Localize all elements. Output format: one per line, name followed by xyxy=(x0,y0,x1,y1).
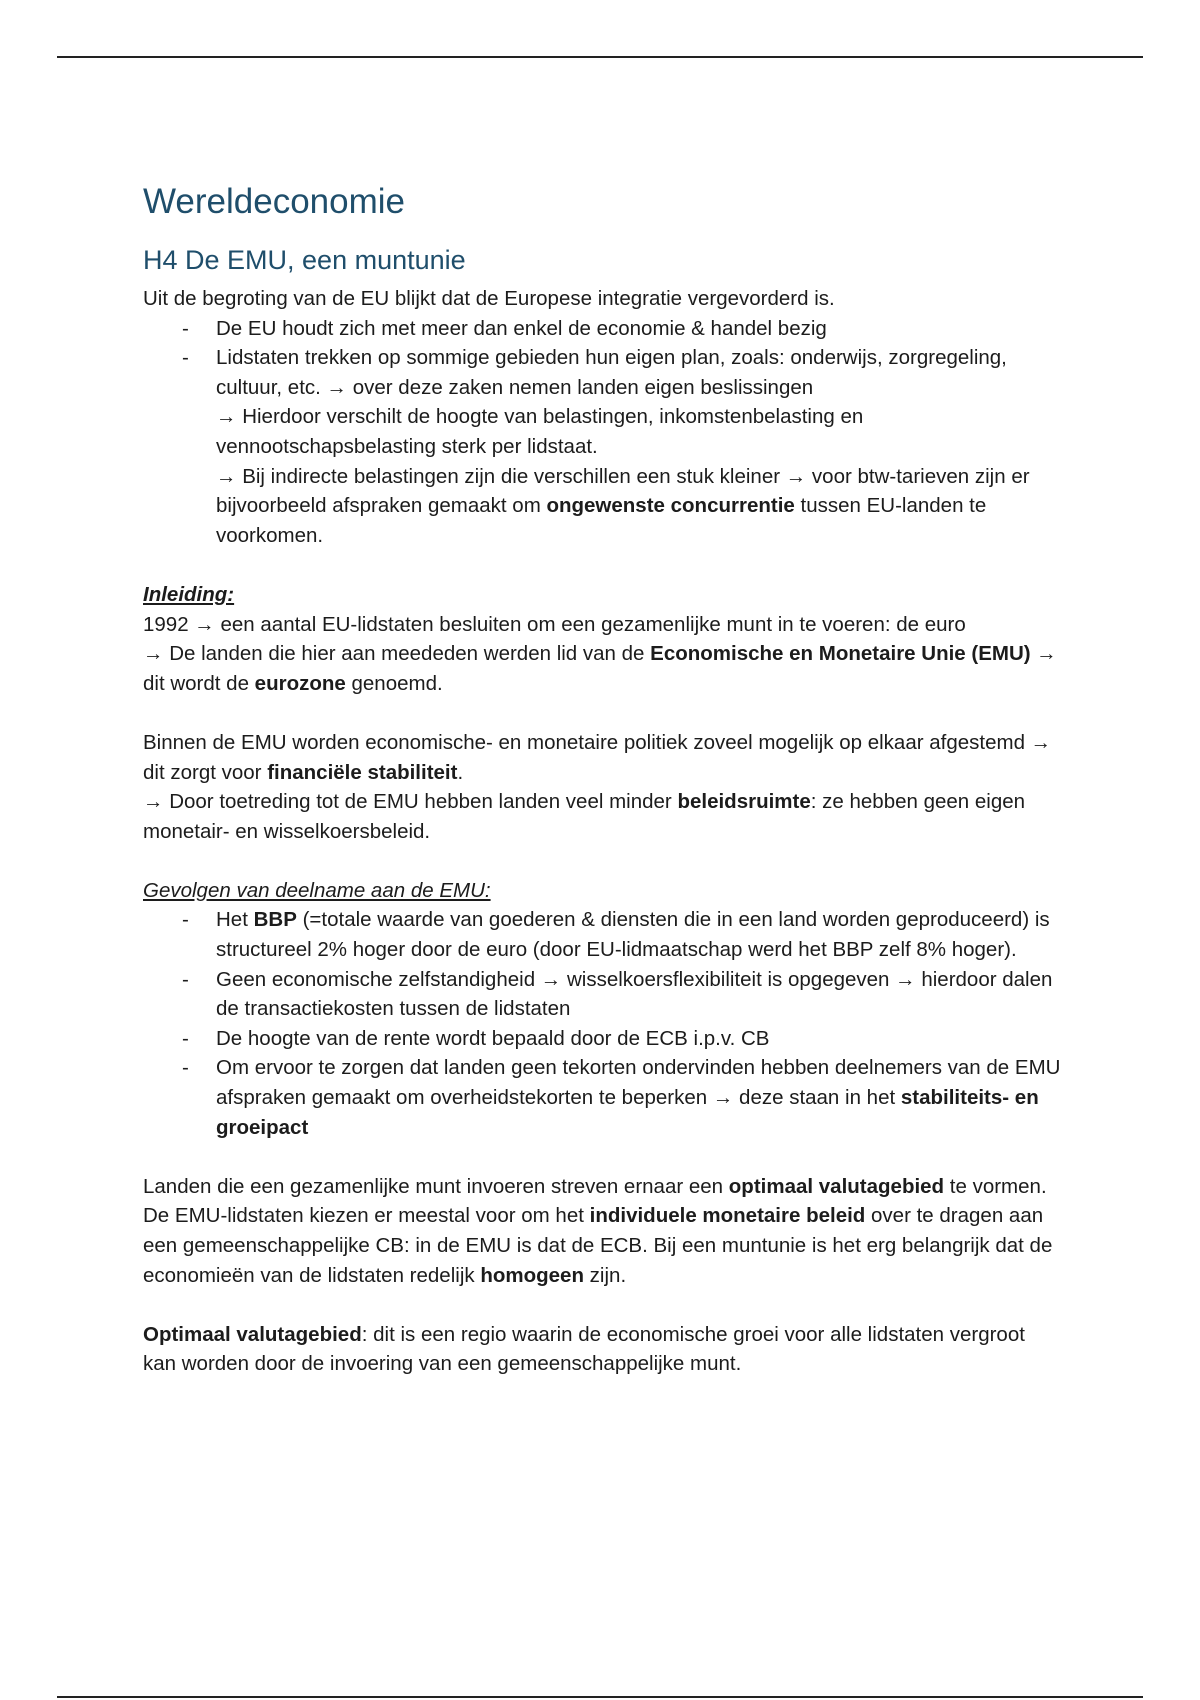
intro-paragraph: Uit de begroting van de EU blijkt dat de Europese integratie vergevorderd is. xyxy=(143,287,835,310)
definition-paragraph: Optimaal valutagebied: dit is een regio waarin de economische groei voor alle lidstaten vergroot kan worden door de invoering van een gemeenschappelijke munt. xyxy=(143,1322,1025,1376)
list-item: - Lidstaten trekken op sommige gebieden hun eigen plan, zoals: onderwijs, zorgregeling, cultuur, etc. → over deze zaken nemen landen eigen beslissingen → Hierdoor verschilt de hoogte van belastingen, inkomstenbelasting en vennootschapsbelasting sterk per lidstaat. → Bij indirecte belastingen zijn die verschillen een stuk kleiner → voor btw-tarieven zijn er bijvoorbeeld afspraken gemaakt om ongewenste concurrentie tussen EU-landen te voorkomen. xyxy=(216,343,1063,550)
list-item: - Geen economische zelfstandigheid → wisselkoersflexibiliteit is opgegeven → hierdoor dalen de transactiekosten tussen de lidstaten xyxy=(216,965,1063,1024)
chapter-heading: H4 De EMU, een muntunie xyxy=(143,245,466,275)
list-item: - De EU houdt zich met meer dan enkel de economie & handel bezig xyxy=(216,314,1063,344)
list-item: - De hoogte van de rente wordt bepaald door de ECB i.p.v. CB xyxy=(216,1024,1063,1054)
list-item: - Om ervoor te zorgen dat landen geen tekorten ondervinden hebben deelnemers van de EMU afspraken gemaakt om overheidstekorten te beperken → deze staan in het stabiliteits- en groeipact xyxy=(216,1053,1063,1142)
document-body xyxy=(143,176,1063,1379)
emu-paragraph: Binnen de EMU worden economische- en monetaire politiek zoveel mogelijk op elkaar afgestemd → dit zorgt voor financiële stabiliteit. xyxy=(143,730,1052,784)
valuta-paragraph: Landen die een gezamenlijke munt invoeren streven ernaar een optimaal valutagebied te vormen. De EMU-lidstaten kiezen er meestal voor om het individuele monetaire beleid over te dragen aan een gemeenschappelijke CB: in de EMU is dat de ECB. Bij een muntunie is het erg belangrijk dat de economieën van de lidstaten redelijk homogeen zijn. xyxy=(143,1174,1053,1287)
page-title: Wereldeconomie xyxy=(143,182,405,221)
top-rule xyxy=(57,56,1143,58)
bottom-rule xyxy=(57,1696,1143,1698)
inleiding-heading: Inleiding: xyxy=(143,582,235,606)
gevolgen-list xyxy=(143,905,1063,1142)
inleiding-line: → De landen die hier aan meededen werden lid van de Economische en Monetaire Unie (EMU) → dit wordt de eurozone genoemd. xyxy=(143,642,1057,695)
intro-list xyxy=(143,314,1063,551)
list-item: - Het BBP (=totale waarde van goederen & diensten die in een land worden geproduceerd) is structureel 2% hoger door de euro (door EU-lidmaatschap werd het BBP zelf 8% hoger). xyxy=(216,905,1063,964)
inleiding-line: 1992 → een aantal EU-lidstaten besluiten om een gezamenlijke munt in te voeren: de euro xyxy=(143,612,966,636)
gevolgen-heading: Gevolgen van deelname aan de EMU: xyxy=(143,878,491,902)
emu-paragraph: → Door toetreding tot de EMU hebben landen veel minder beleidsruimte: ze hebben geen eigen monetair- en wisselkoersbeleid. xyxy=(143,790,1026,843)
